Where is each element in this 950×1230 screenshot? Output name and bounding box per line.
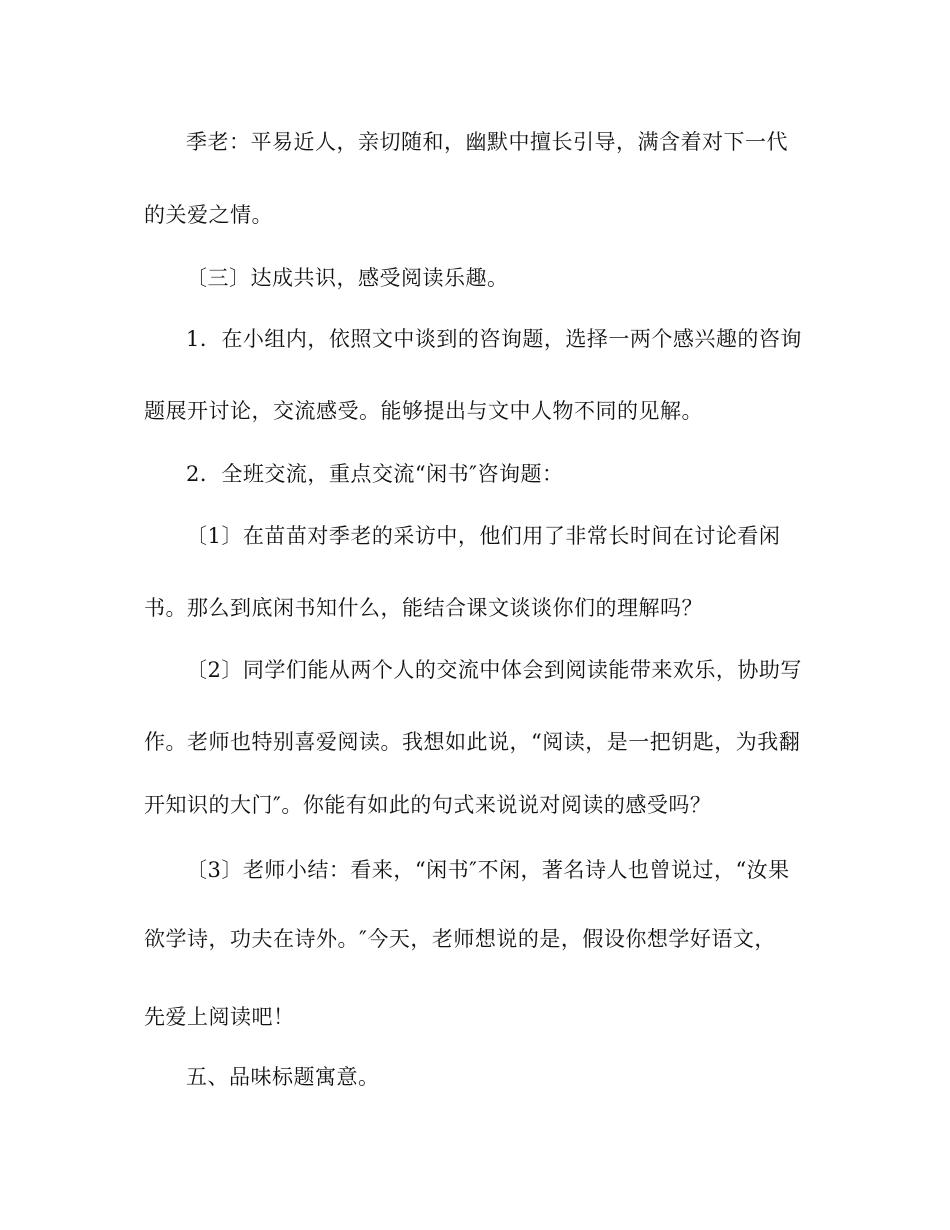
paragraph-line-10: 作。老师也特别喜爱阅读。我想如此说，“阅读，是一把钥匙，为我翻	[144, 730, 801, 754]
paragraph-line-7: 〔1〕在苗苗对季老的采访中，他们用了非常长时间在讨论看闲	[186, 524, 781, 548]
paragraph-line-11: 开知识的大门″。你能有如此的句式来说说对阅读的感受吗？	[144, 793, 712, 817]
section-heading-three: 〔三〕达成共识，感受阅读乐趣。	[186, 266, 509, 290]
paragraph-line-6: 2．全班交流，重点交流“闲书″咨询题：	[186, 462, 564, 486]
paragraph-line-13: 欲学诗，功夫在诗外。″今天，老师想说的是，假设你想学好语文，	[144, 927, 776, 951]
paragraph-line-8: 书。那么到底闲书知什么，能结合课文谈谈你们的理解吗？	[144, 596, 703, 620]
paragraph-line-1: 季老：平易近人，亲切随和，幽默中擅长引导，满含着对下一代	[186, 130, 788, 154]
paragraph-line-12: 〔3〕老师小结：看来，“闲书″不闲，著名诗人也曾说过，“汝果	[186, 858, 790, 882]
paragraph-line-14: 先爱上阅读吧！	[144, 1005, 295, 1029]
paragraph-line-9: 〔2〕同学们能从两个人的交流中体会到阅读能带来欢乐，协助写	[186, 658, 802, 682]
paragraph-line-2: 的关爱之情。	[144, 203, 273, 227]
paragraph-line-5: 题展开讨论，交流感受。能够提出与文中人物不同的见解。	[144, 399, 703, 423]
section-heading-five: 五、品味标题寓意。	[186, 1065, 380, 1089]
paragraph-line-4: 1．在小组内，依照文中谈到的咨询题，选择一两个感兴趣的咨询	[186, 327, 802, 351]
